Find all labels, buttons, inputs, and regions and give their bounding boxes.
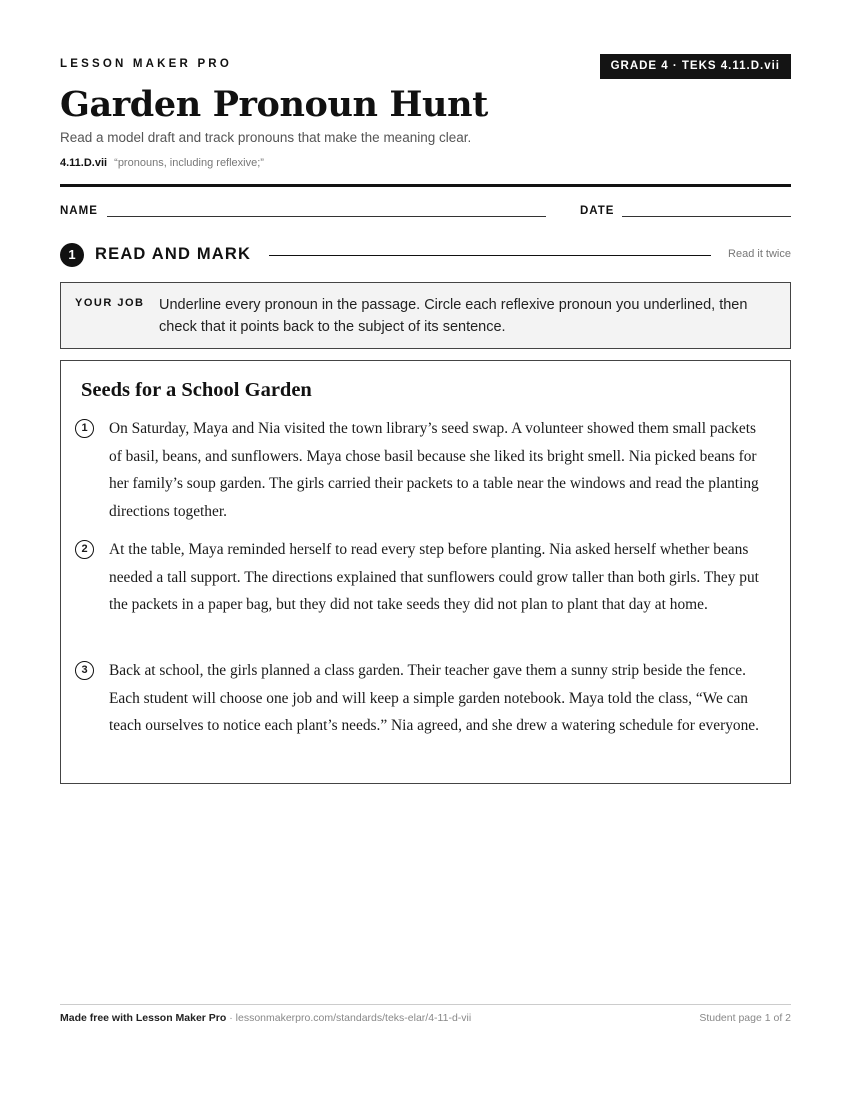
passage-title: Seeds for a School Garden [81,379,312,401]
page-subtitle: Read a model draft and track pronouns that make the meaning clear. [60,130,472,145]
paragraph-number-badge: 1 [75,419,94,438]
date-write-line[interactable] [622,216,791,217]
brand-name: LESSON MAKER PRO [60,58,232,70]
paragraph-number-badge: 3 [75,661,94,680]
paragraph-text: On Saturday, Maya and Nia visited the town library’s seed swap. A volunteer showed them small packets of basil, beans, and sunflowers. Maya chose basil because she liked its bright smell. Nia picked beans for her family’s soup garden. The girls carried their packets to a table near the windows and read the planting directions together. [109,420,759,520]
footer-page-number: Student page 1 of 2 [699,1012,791,1024]
worksheet-page [60,0,791,1100]
standard-code: 4.11.D.vii [60,157,108,169]
grade-standard-badge: GRADE 4 · TEKS 4.11.D.vii [600,54,791,79]
footer-brand: Made free with Lesson Maker Pro [60,1012,227,1024]
name-write-line[interactable] [107,216,546,217]
standard-line [60,157,264,169]
header-divider [60,184,791,187]
passage-paragraph [81,536,772,619]
instructions-label: YOUR JOB [75,297,145,309]
paragraph-number-badge: 2 [75,540,94,559]
instructions-box [60,282,791,349]
standard-quote: “pronouns, including reflexive;” [114,157,264,169]
date-label: DATE [580,205,615,217]
footer-url[interactable]: · lessonmakerpro.com/standards/teks-elar/4-11-d-vii [226,1012,472,1024]
footer-divider [60,1004,791,1005]
name-label: NAME [60,205,98,217]
page-title: Garden Pronoun Hunt [60,84,488,125]
passage-box [60,360,791,784]
passage-paragraph [81,415,772,525]
instructions-text: Underline every pronoun in the passage. Circle each reflexive pronoun you underlined, then check that it points back to the subject of its sentence. [159,297,748,335]
section-number-badge: 1 [60,243,84,267]
passage-paragraph [81,657,772,740]
paragraph-text: Back at school, the girls planned a class garden. Their teacher gave them a sunny strip beside the fence. Each student will choose one job and will keep a simple garden notebook. Maya told the class, “We can teach ourselves to notice each plant’s needs.” Nia agreed, and she drew a watering schedule for everyone. [109,662,759,734]
paragraph-text: At the table, Maya reminded herself to read every step before planting. Nia asked herself whether beans needed a tall support. The directions explained that sunflowers could grow taller than both girls. They put the packets in a paper bag, but they did not take seeds they did not plan to plant that day at home. [109,541,759,613]
section-title: READ AND MARK [95,245,252,263]
footer-credit [60,1012,471,1024]
section-note: Read it twice [728,248,791,260]
section-divider [269,255,711,256]
